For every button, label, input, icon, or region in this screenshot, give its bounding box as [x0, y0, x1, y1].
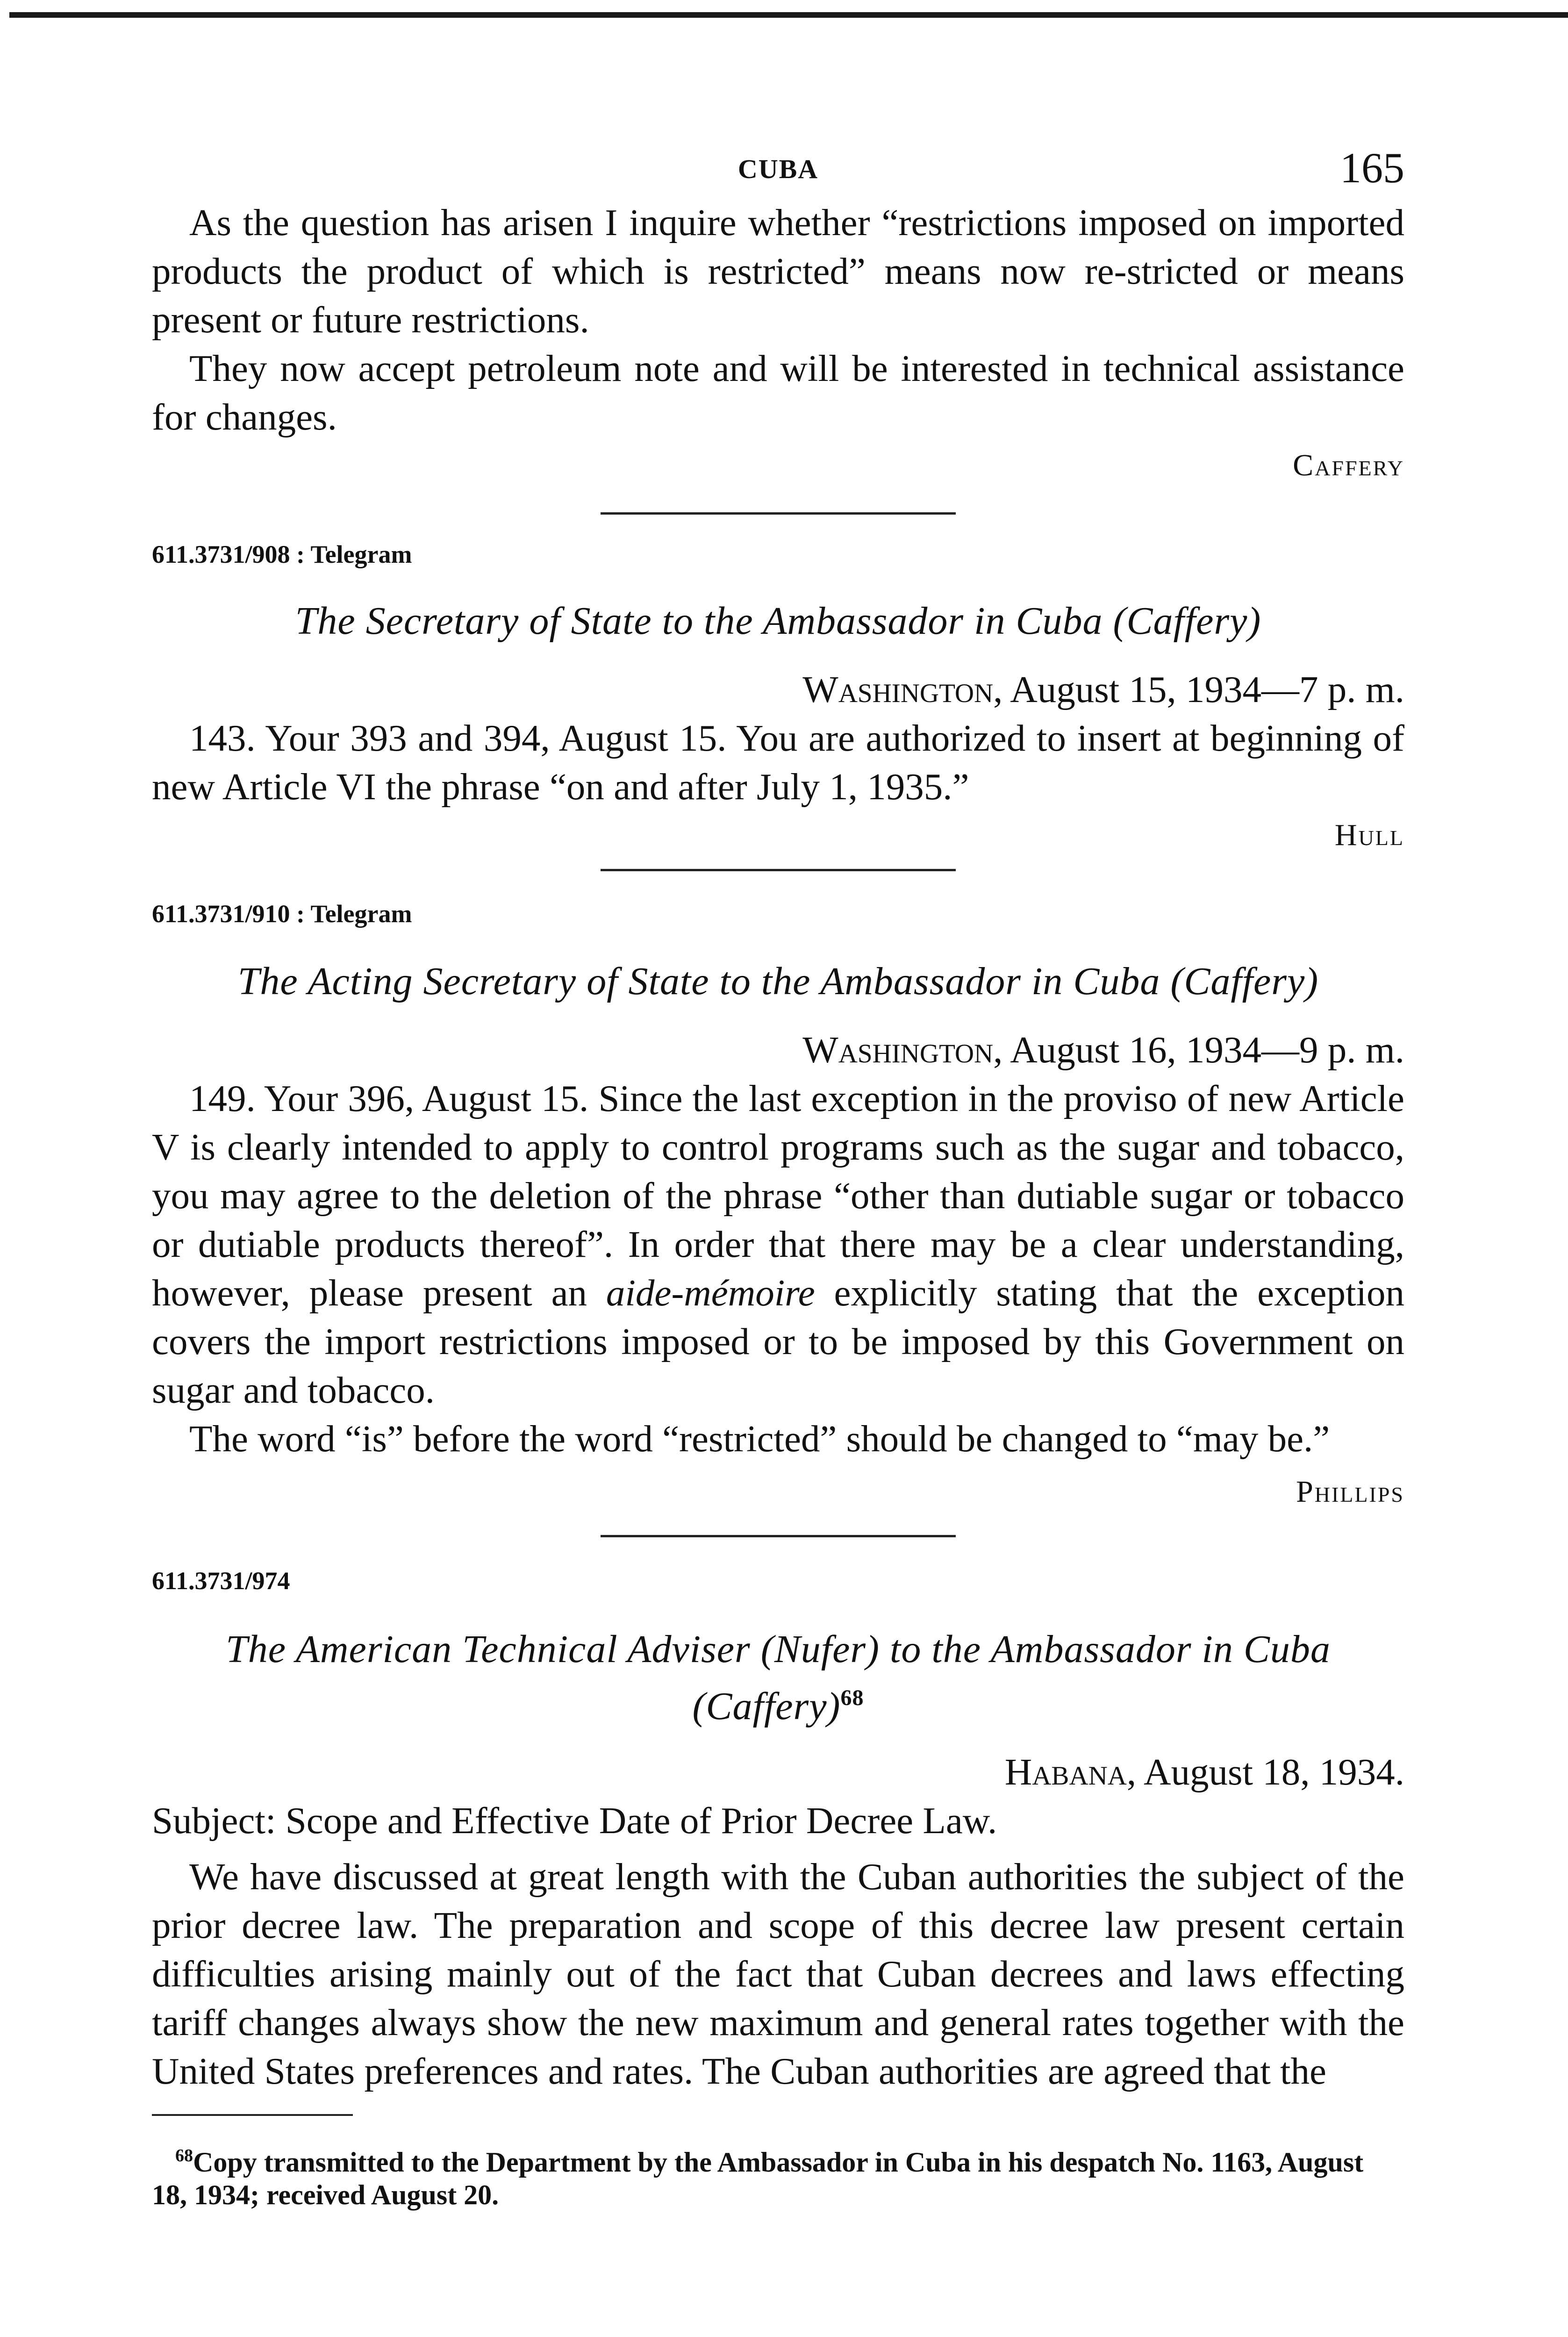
dateline	[152, 1025, 1404, 1074]
section-continuation	[152, 198, 1404, 490]
document-heading: The Acting Secretary of State to the Ambassador in Cuba (Caffery)	[237, 960, 1319, 1003]
footnote-divider	[152, 2114, 353, 2116]
paragraph: The word “is” before the word “restricted” should be changed to “may be.”	[189, 1418, 1330, 1460]
heading-text: The American Technical Adviser (Nufer) to the Ambassador in Cuba (Caffery)	[226, 1627, 1331, 1728]
subject-text: Scope and Effective Date of Prior Decree Law.	[285, 1799, 997, 1842]
dateline	[152, 665, 1404, 714]
page-number: 165	[1340, 144, 1404, 192]
dateline	[152, 1748, 1404, 1796]
signature-phillips: Phillips	[1296, 1475, 1404, 1509]
running-title: CUBA	[737, 154, 819, 184]
paragraph-text: 149. Your 396, August 15. Since the last exception in the proviso of new Article V is clearly intended to apply to control programs such as the sugar and tobacco, you may agree to the deletion of the phrase “other than dutiable sugar or tobacco or dutiable products thereof”. In order that there may be a clear understanding, however, please present an	[152, 1077, 1404, 1314]
paragraph: As the question has arisen I inquire whether “restrictions imposed on imported products the product of which is restricted” means now re-stricted or means present or future restrictions.	[152, 201, 1404, 341]
dateline-place: Washington,	[802, 668, 1003, 710]
file-number: 611.3731/974	[152, 1567, 290, 1595]
signature-caffery: Caffery	[1293, 448, 1404, 482]
file-number: 611.3731/908 : Telegram	[152, 540, 412, 568]
document-heading: The Secretary of State to the Ambassador in Cuba (Caffery)	[295, 599, 1261, 643]
subject-label: Subject:	[152, 1799, 276, 1842]
dateline-date: August 15, 1934—7 p. m.	[1010, 668, 1404, 710]
footnote-reference: 68	[840, 1685, 864, 1710]
dateline-date: August 18, 1934.	[1143, 1751, 1404, 1793]
section-divider	[601, 869, 956, 871]
signature-hull: Hull	[1334, 818, 1404, 852]
document-910	[152, 897, 1404, 1516]
running-head	[152, 140, 1404, 196]
top-border-rule	[9, 12, 1568, 18]
paragraph: 143. Your 393 and 394, August 15. You are authorized to insert at beginning of new Article VI the phrase “on and after July 1, 1935.”	[152, 717, 1404, 808]
paragraph	[152, 1074, 1404, 1414]
document-heading	[152, 1625, 1404, 1731]
subject-line	[152, 1796, 1404, 1845]
section-divider	[601, 512, 956, 515]
dateline-date: August 16, 1934—9 p. m.	[1010, 1029, 1404, 1071]
footnote	[152, 2139, 1404, 2211]
paragraph: We have discussed at great length with the Cuban authorities the subject of the prior decree law. The preparation and scope of this decree law present certain difficulties arising mainly out of the fact that Cuban decrees and laws effecting tariff changes always show the new maximum and general rates together with the United States preferences and rates. The Cuban authorities are agreed that the	[152, 1856, 1404, 2092]
document-974	[152, 1564, 1404, 2095]
footnote-marker: 68	[175, 2146, 193, 2165]
document-908	[152, 538, 1404, 860]
dateline-place: Habana,	[1004, 1751, 1137, 1793]
paragraph-text: explicitly stating that the exception covers the import restrictions imposed or to be imposed by this Government on sugar and tobacco.	[152, 1272, 1404, 1411]
paragraph: They now accept petroleum note and will be interested in technical assistance for changes.	[152, 347, 1404, 438]
italic-term: aide-mémoire	[606, 1272, 815, 1314]
file-number: 611.3731/910 : Telegram	[152, 900, 412, 928]
section-divider	[601, 1535, 956, 1537]
footnote-text: Copy transmitted to the Department by the Ambassador in Cuba in his despatch No. 1163, August 18, 1934; received August 20.	[152, 2147, 1364, 2210]
page-content	[152, 140, 1404, 2211]
dateline-place: Washington,	[802, 1029, 1003, 1071]
